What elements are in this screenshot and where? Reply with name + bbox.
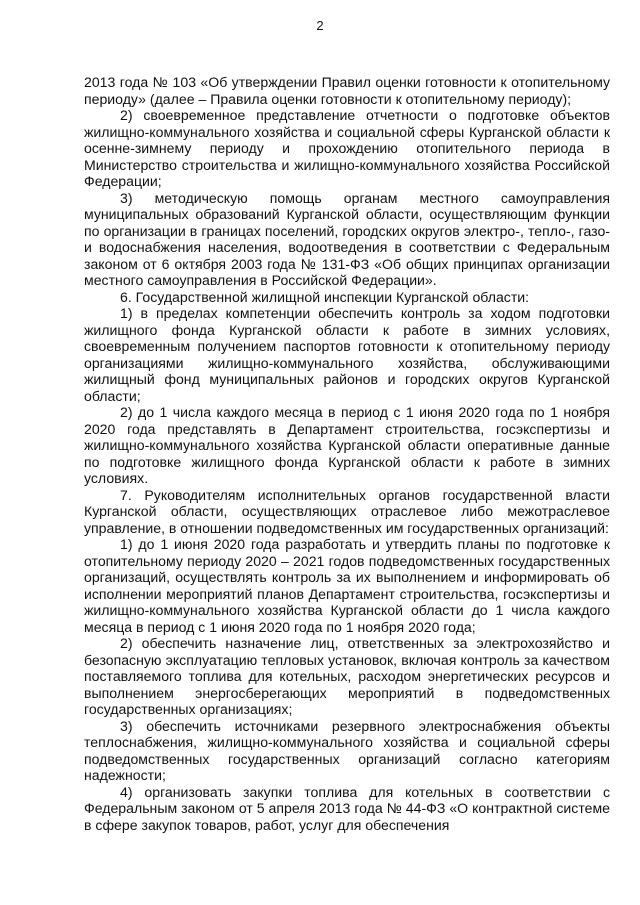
paragraph-item: 1) в пределах компетенции обеспечить контроль за ходом подготовки жилищного фонда Курганской области к работе в зимних условиях, своевременным получением паспортов готовности к отопительному периоду организациями жилищно-коммунального хозяйства, обслуживающими жилищный фонд муниципальных районов и городских округов Курганской области; (84, 305, 610, 404)
paragraph-section-heading: 6. Государственной жилищной инспекции Курганской области: (120, 288, 530, 305)
paragraph-item: 2) своевременное представление отчетности о подготовке объектов жилищно-коммунального хозяйства и социальной сферы Курганской области к осенне-зимнему периоду и прохождению отопительного периода в Министерство строительства и жилищно-коммунального хозяйства Российской Федерации; (84, 107, 610, 189)
paragraph-item: 4) организовать закупки топлива для котельных в соответствии с Федеральным законом от 5 апреля 2013 года № 44-ФЗ «О контрактной системе в сфере закупок товаров, работ, услуг для обеспечения (84, 783, 610, 833)
document-body (84, 74, 610, 833)
paragraph-item: 3) обеспечить источниками резервного электроснабжения объекты теплоснабжения, жилищно-коммунального хозяйства и социальной сферы подведомственных государственных организаций согласно категориям надежности; (84, 717, 610, 783)
page-number: 2 (316, 18, 324, 33)
paragraph-item: 2) обеспечить назначение лиц, ответственных за электрохозяйство и безопасную эксплуатацию тепловых установок, включая контроль за качеством поставляемого топлива для котельных, расходом энергетических ресурсов и выполнением энергосберегающих мероприятий в подведомственных государственных организациях; (84, 635, 610, 717)
paragraph-item: 3) методическую помощь органам местного самоуправления муниципальных образований Курганской области, осуществляющим функции по организации в границах поселений, городских округов электро-, тепло-, газо- и водоснабжения населения, водоотведения в соответствии с Федеральным законом от 6 октября 2003 года № 131-ФЗ «Об общих принципах организации местного самоуправления в Российской Федерации». (84, 189, 610, 288)
paragraph-section-heading: 7. Руководителям исполнительных органов государственной власти Курганской области, осуществляющих отраслевое либо межотраслевое управление, в отношении подведомственных им государственных организаций: (84, 486, 610, 536)
paragraph-item: 2) до 1 числа каждого месяца в период с 1 июня 2020 года по 1 ноября 2020 года представлять в Департамент строительства, госэкспертизы и жилищно-коммунального хозяйства Курганской области оперативные данные по подготовке жилищного фонда Курганской области к работе в зимних условиях. (84, 404, 610, 486)
paragraph-continuation: 2013 года № 103 «Об утверждении Правил оценки готовности к отопительному периоду» (далее – Правила оценки готовности к отопительному периоду); (84, 74, 610, 107)
paragraph-item: 1) до 1 июня 2020 года разработать и утвердить планы по подготовке к отопительному периоду 2020 – 2021 годов подведомственных государственных организаций, осуществлять контроль за их выполнением и информировать об исполнении мероприятий планов Департамент строительства, госэкспертизы и жилищно-коммунального хозяйства Курганской области до 1 числа каждого месяца в период с 1 июня 2020 года по 1 ноября 2020 года; (84, 536, 610, 635)
